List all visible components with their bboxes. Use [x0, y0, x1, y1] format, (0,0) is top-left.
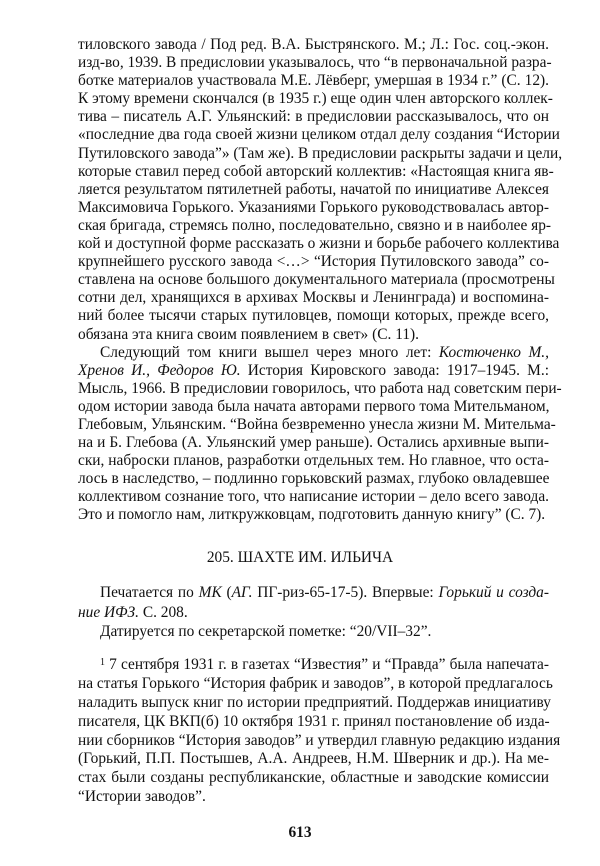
italic-text: АГ. — [231, 584, 253, 601]
footnote-line — [78, 713, 549, 732]
text-line — [78, 162, 554, 181]
italic-text: МК — [198, 584, 222, 601]
text-segment: Путиловского завода”» (Там же). В предисловии раскрыты задачи и цели, — [78, 144, 563, 162]
text-segment: тиловского завода / Под ред. В.А. Быстрянского. М.; Л.: Гос. соц.-экон. — [78, 36, 549, 53]
text-segment: Мысль, 1966. В предисловии говорилось, что работа над советским пери- — [78, 379, 562, 397]
text-segment: Датируется по секретарской пометке: “20/VII–32”. — [100, 623, 432, 640]
footnote — [78, 656, 561, 807]
footnote-line — [78, 788, 549, 807]
text-line — [78, 144, 563, 163]
italic-text: ние ИФЗ. — [78, 603, 139, 621]
text-segment: Печатается по — [100, 584, 199, 601]
text-line — [78, 108, 549, 126]
text-line — [78, 90, 553, 108]
text-segment: писателя, ЦК ВКП(б) 10 октября 1931 г. принял постановление об изда- — [78, 712, 550, 730]
text-segment: С. 208. — [138, 603, 188, 621]
text-line — [78, 362, 549, 380]
commentary-line — [78, 622, 549, 642]
section-commentary — [78, 583, 549, 642]
italic-text: Хренов И., Федоров Ю. — [78, 361, 241, 379]
text-line — [78, 36, 549, 54]
footnote-line — [78, 674, 553, 694]
text-line — [78, 271, 555, 289]
text-line — [78, 379, 562, 398]
text-line — [78, 326, 549, 344]
text-line — [78, 54, 552, 72]
text-segment: ( — [221, 584, 232, 601]
text-segment: ски, наброски планов, разработки отдельных тем. Но главное, что оста- — [78, 452, 549, 470]
text-segment: на статья Горького “История фабрик и заводов”, в которой предлагалось — [78, 674, 553, 692]
text-line — [78, 415, 556, 434]
text-segment: крупнейшего русского завода <…> “История Путиловского завода” со- — [78, 253, 549, 271]
footnote-line — [78, 769, 549, 788]
italic-text: Костюченко М., — [438, 343, 550, 361]
text-line — [78, 398, 549, 416]
text-segment: изд-во, 1939. В предисловии указывалось, что “в первоначальной разра- — [78, 54, 552, 72]
text-segment: История Кировского завода: 1917–1945. М.: — [240, 361, 549, 379]
text-segment: ставлена на основе большого документального материала (просмотрены — [78, 271, 555, 289]
text-segment: Следующий том книги вышел через много лет: — [100, 343, 439, 361]
footnote-line — [78, 694, 549, 713]
text-line — [78, 181, 549, 199]
text-segment: одом истории завода была начата авторами первого тома Мительманом, — [78, 397, 550, 415]
text-line — [78, 488, 549, 506]
text-segment: ботке материалов участвовала М.Е. Лёвберг, умершая в 1934 г.” (С. 12). — [78, 72, 549, 90]
text-segment: кой и доступной форме рассказать о жизни и борьбе рабочего коллектива — [78, 235, 560, 253]
text-line — [78, 434, 549, 452]
text-segment: обязана эта книга своим появлением в свет» (С. 11). — [78, 325, 419, 343]
main-text — [78, 36, 563, 525]
text-line — [78, 199, 549, 217]
text-segment: нии сборников “История заводов” и утвердил главную редакцию издания — [78, 731, 561, 749]
text-segment: на и Б. Глебова (А. Ульянский умер раньше). Остались архивные выпи- — [78, 434, 549, 452]
text-segment: (Горький, П.П. Постышев, А.А. Андреев, Н.М. Шверник и др.). На ме- — [78, 750, 549, 768]
footnote-line — [78, 750, 549, 769]
text-line — [78, 253, 549, 271]
text-segment: ПГ-риз-65-17-5). Впервые: — [252, 584, 439, 601]
text-line — [78, 344, 549, 362]
text-segment: ний более тысячи старых путиловцев, помощи которых, прежде всего, — [78, 307, 549, 325]
text-segment: тива – писатель А.Г. Ульянский: в предисловии рассказывалось, что он — [78, 108, 549, 126]
text-segment: сотни дел, хранящихся в архивах Москвы и Ленинграда) и воспомина- — [78, 289, 549, 307]
text-segment: коллективом сознание того, что написание истории – дело всего завода. — [78, 488, 549, 506]
text-line — [78, 452, 549, 470]
text-line — [78, 126, 560, 144]
text-line — [78, 289, 549, 307]
text-line — [78, 506, 549, 524]
footnote-marker: 1 — [100, 657, 105, 668]
footnote-line — [78, 731, 561, 751]
text-line — [78, 72, 549, 90]
page-number: 613 — [288, 824, 312, 841]
text-line — [78, 235, 560, 253]
commentary-line — [78, 603, 549, 623]
text-segment: 7 сентября 1931 г. в газетах “Известия” и “Правда” была напечата- — [105, 656, 549, 673]
text-line — [78, 307, 549, 325]
section-heading: 205. ШАХТЕ ИМ. ИЛЬИЧА — [206, 549, 394, 566]
text-segment: лось в наследство, – подлинно горьковский размах, глубоко овладевшее — [78, 470, 550, 488]
text-segment: К этому времени скончался (в 1935 г.) еще один член авторского коллек- — [78, 90, 553, 108]
text-line — [78, 470, 549, 488]
text-segment: Максимовича Горького. Указаниями Горького руководствовалась автор- — [78, 198, 549, 216]
text-line — [78, 216, 552, 235]
text-segment: “Истории заводов”. — [78, 788, 206, 806]
text-segment: Глебовым, Ульянским. “Война безвременно унесла жизни М. Мительма- — [78, 415, 556, 433]
commentary-line — [78, 583, 549, 603]
text-segment: ляется результатом пятилетней работы, начатой по инициативе Алексея — [78, 180, 549, 198]
text-segment: ская бригада, стремясь полно, последовательно, связно и в наиболее яр- — [78, 216, 552, 234]
text-segment: наладить выпуск книг по истории предприятий. Поддержав инициативу — [78, 693, 551, 711]
text-segment: Это и помогло нам, литкружковцам, подготовить данную книгу” (С. 7). — [78, 506, 546, 524]
text-segment: «последние два года своей жизни целиком отдал делу создания “Истории — [78, 126, 560, 144]
footnote-line — [78, 656, 549, 675]
text-segment: стах были созданы республиканские, областные и заводские комиссии — [78, 769, 549, 787]
italic-text: Горький и созда- — [438, 584, 549, 601]
text-segment: которые ставил перед собой авторский коллектив: «Настоящая книга яв- — [78, 162, 554, 180]
